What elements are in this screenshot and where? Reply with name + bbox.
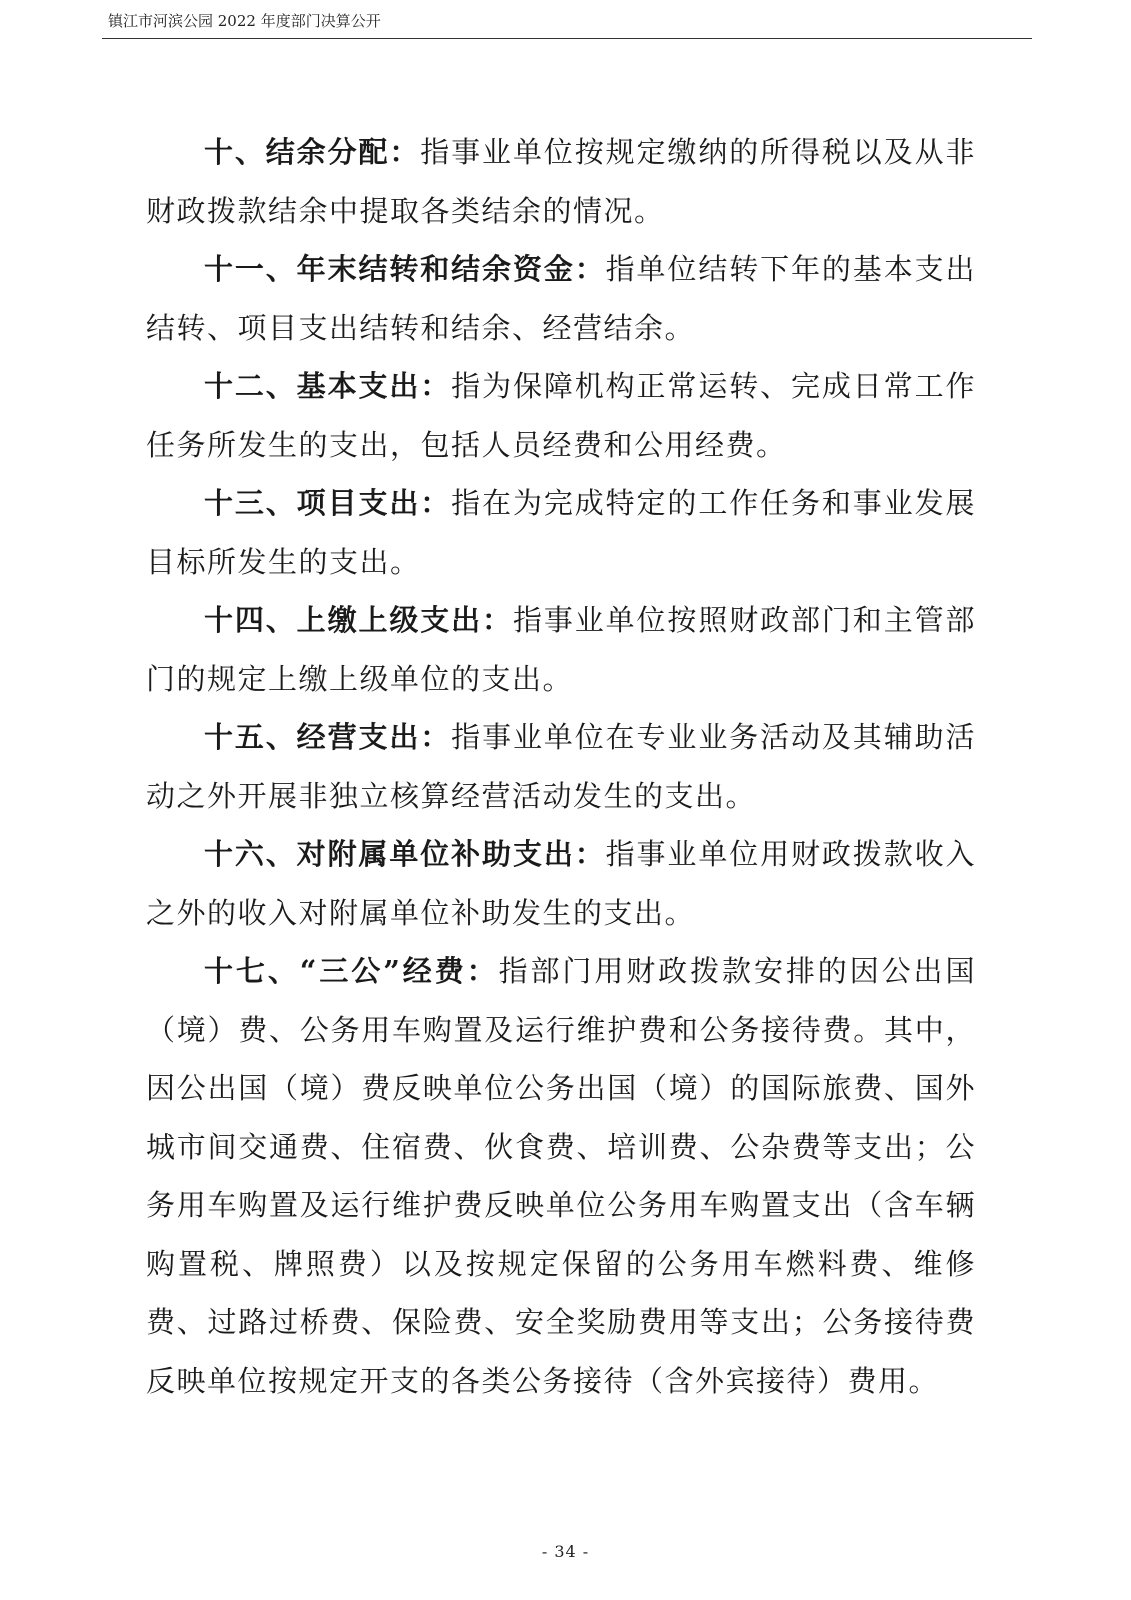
paragraph-project-expenditure <box>146 474 976 591</box>
paragraph-remittance-to-superior <box>146 591 976 708</box>
term-definition: 指事业单位用财政拨款收入之外的收入对附属单位补助发生的支出。 <box>146 837 976 930</box>
term-definition: 指事业单位按照财政部门和主管部门的规定上缴上级单位的支出。 <box>146 603 976 696</box>
paragraph-balance-distribution <box>146 123 976 240</box>
paragraph-operating-expenditure <box>146 708 976 825</box>
paragraph-year-end-carryover <box>146 240 976 357</box>
header-divider <box>102 38 1032 39</box>
term-definition: 指部门用财政拨款安排的因公出国（境）费、公务用车购置及运行维护费和公务接待费。其中，因公出国（境）费反映单位公务出国（境）的国际旅费、国外城市间交通费、住宿费、伙食费、培训费、公杂费等支出；公务用车购置及运行维护费反映单位公务用车购置支出（含车辆购置税、牌照费）以及按规定保留的公务用车燃料费、维修费、过路过桥费、保险费、安全奖励费用等支出；公务接待费反映单位按规定开支的各类公务接待（含外宾接待）费用。 <box>146 954 976 1398</box>
paragraph-basic-expenditure <box>146 357 976 474</box>
term-definition: 指事业单位按规定缴纳的所得税以及从非财政拨款结余中提取各类结余的情况。 <box>146 135 976 228</box>
term-definition: 指在为完成特定的工作任务和事业发展目标所发生的支出。 <box>146 486 976 579</box>
page-header-title: 镇江市河滨公园 2022 年度部门决算公开 <box>108 12 381 30</box>
term-heading: 十二、基本支出： <box>204 369 452 403</box>
term-heading: 十四、上缴上级支出： <box>204 603 513 637</box>
term-heading: 十、结余分配： <box>204 135 421 169</box>
term-heading: 十七、“三公”经费： <box>204 954 499 988</box>
paragraph-three-public-expenses <box>146 942 976 1410</box>
term-definition: 指事业单位在专业业务活动及其辅助活动之外开展非独立核算经营活动发生的支出。 <box>146 720 976 813</box>
document-body <box>146 123 976 1410</box>
paragraph-subsidiary-subsidy <box>146 825 976 942</box>
term-definition: 指为保障机构正常运转、完成日常工作任务所发生的支出，包括人员经费和公用经费。 <box>146 369 976 462</box>
term-heading: 十五、经营支出： <box>204 720 452 754</box>
term-heading: 十一、年末结转和结余资金： <box>204 252 606 286</box>
term-definition: 指单位结转下年的基本支出结转、项目支出结转和结余、经营结余。 <box>146 252 976 345</box>
term-heading: 十六、对附属单位补助支出： <box>204 837 606 871</box>
page-number: - 34 - <box>541 1542 590 1561</box>
term-heading: 十三、项目支出： <box>204 486 452 520</box>
